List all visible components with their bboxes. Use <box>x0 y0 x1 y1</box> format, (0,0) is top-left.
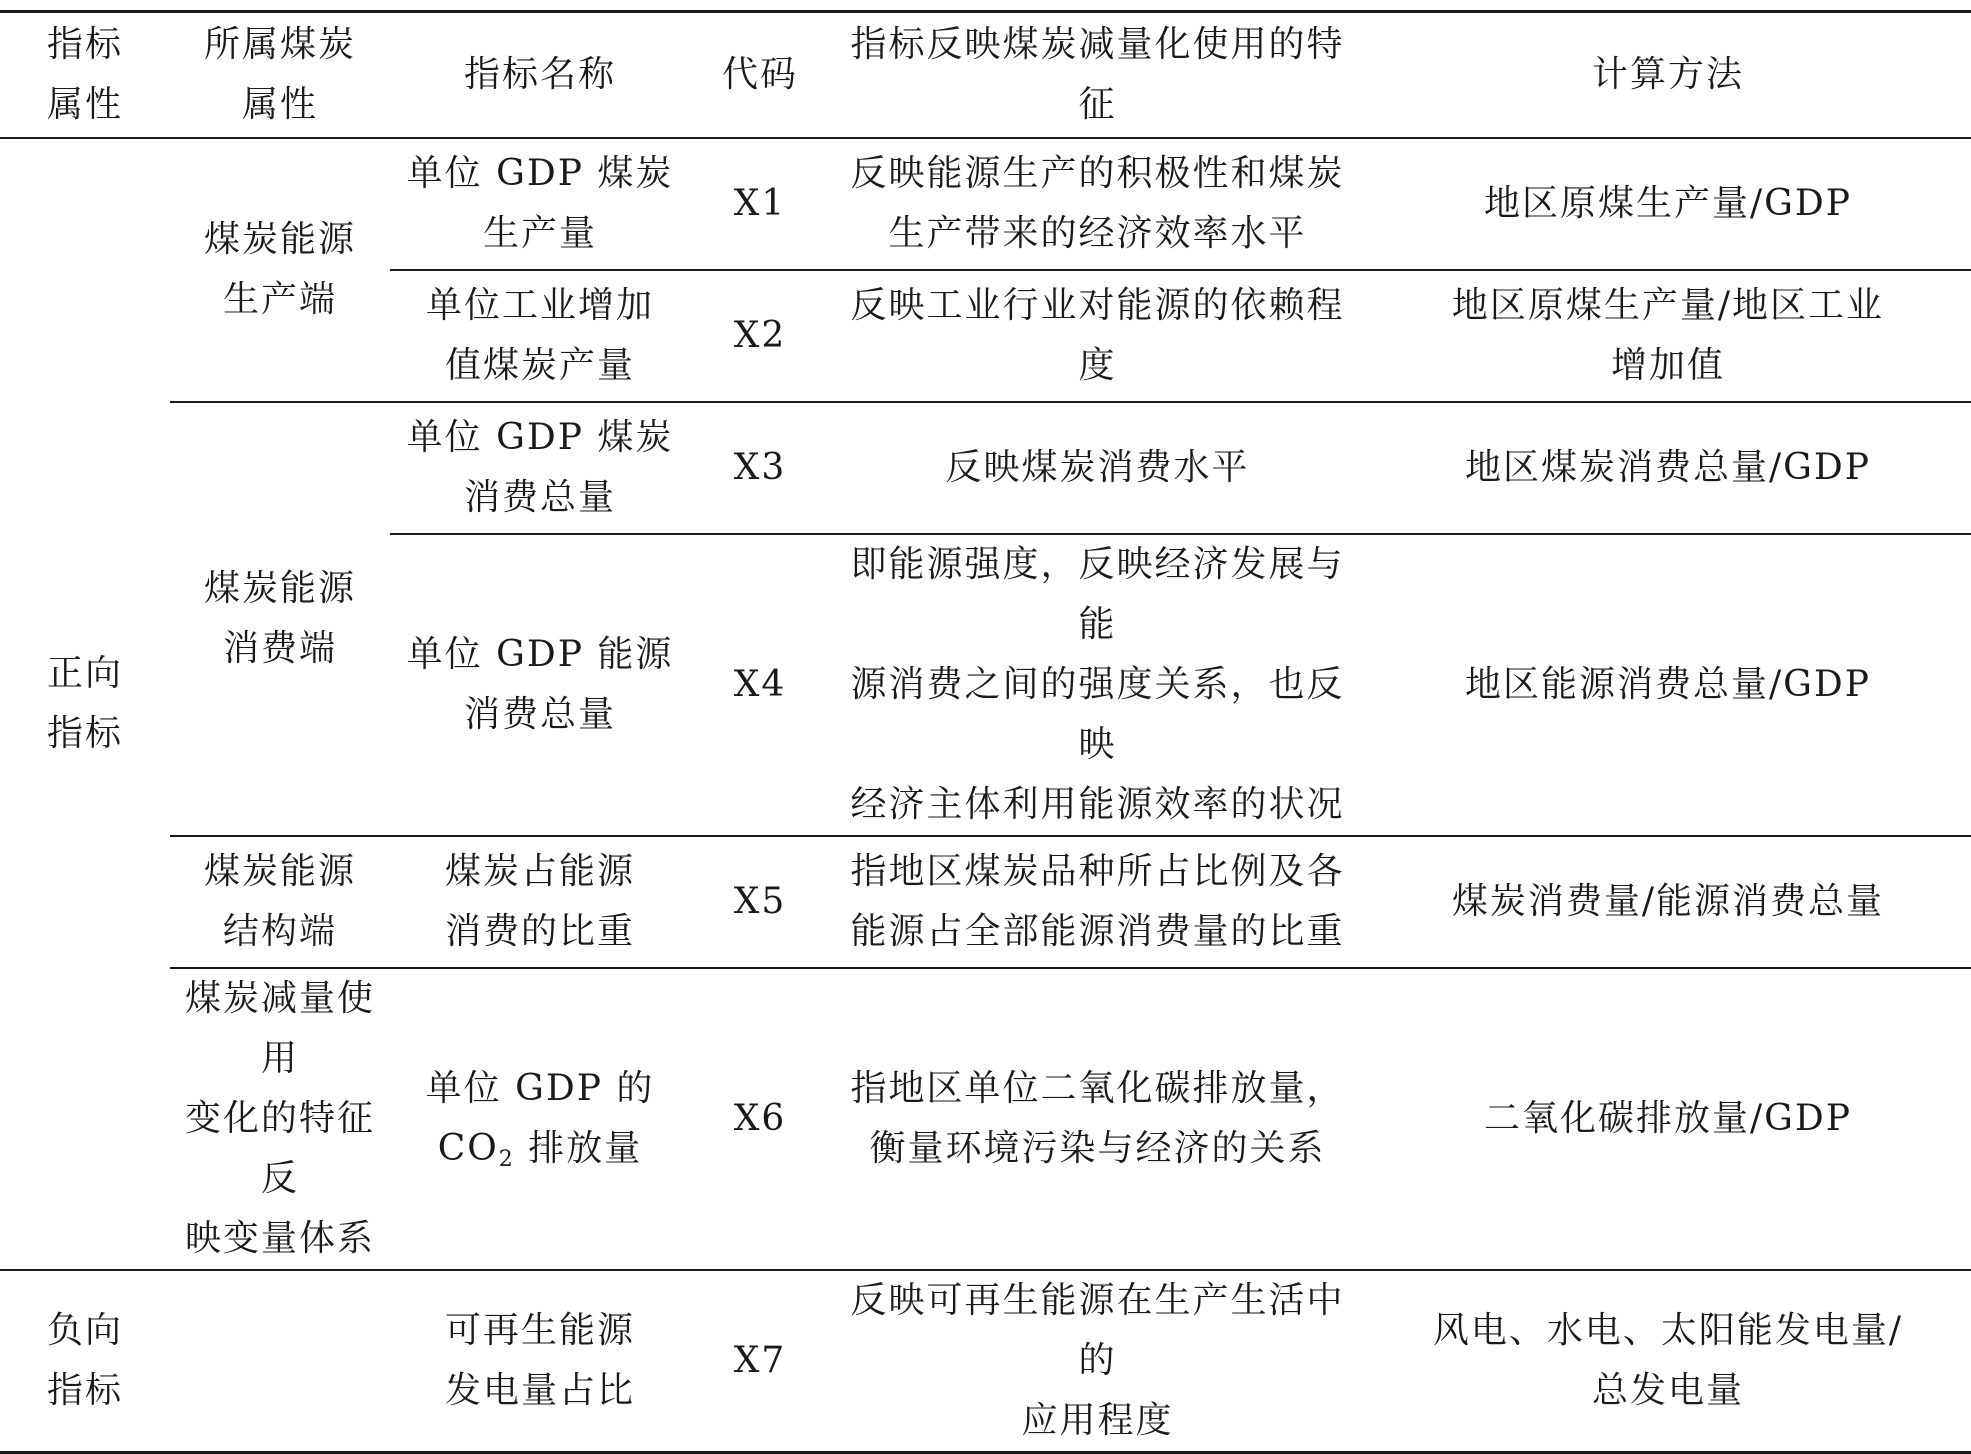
indicator-method: 煤炭消费量/能源消费总量 <box>1365 836 1971 968</box>
indicator-code: X1 <box>690 138 830 270</box>
indicator-method: 地区原煤生产量/地区工业 增加值 <box>1365 270 1971 402</box>
indicator-code: X5 <box>690 836 830 968</box>
indicator-method: 地区煤炭消费总量/GDP <box>1365 402 1971 534</box>
table-row <box>0 1270 1971 1453</box>
indicator-name: 单位 GDP 能源 消费总量 <box>390 534 690 836</box>
indicator-feature: 反映能源生产的积极性和煤炭 生产带来的经济效率水平 <box>830 138 1365 270</box>
group-consumption-end: 煤炭能源 消费端 <box>170 402 390 836</box>
indicator-method: 风电、水电、太阳能发电量/ 总发电量 <box>1365 1270 1971 1453</box>
indicator-code: X2 <box>690 270 830 402</box>
header-code: 代码 <box>690 12 830 139</box>
header-calculation-method: 计算方法 <box>1365 12 1971 139</box>
indicator-code: X4 <box>690 534 830 836</box>
indicator-method: 地区原煤生产量/GDP <box>1365 138 1971 270</box>
group-negative-indicator: 负向 指标 <box>0 1270 170 1453</box>
indicator-table-container <box>0 10 1971 1454</box>
indicator-feature: 指地区煤炭品种所占比例及各 能源占全部能源消费量的比重 <box>830 836 1365 968</box>
indicator-method: 二氧化碳排放量/GDP <box>1484 1098 1852 1139</box>
header-indicator-attribute: 指标 属性 <box>0 12 170 139</box>
table-header-row <box>0 12 1971 139</box>
empty-coal-attribute <box>170 1270 390 1453</box>
indicator-code: X3 <box>690 402 830 534</box>
indicator-table <box>0 10 1971 1454</box>
indicator-name <box>390 968 690 1270</box>
header-indicator-name: 指标名称 <box>390 12 690 139</box>
indicator-method: 地区能源消费总量/GDP <box>1365 534 1971 836</box>
table-row <box>0 402 1971 534</box>
indicator-feature: 反映可再生能源在生产生活中的 应用程度 <box>830 1270 1365 1453</box>
group-reduction-variable-system: 煤炭减量使用 变化的特征反 映变量体系 <box>184 978 375 1259</box>
indicator-feature: 指地区单位二氧化碳排放量， 衡量环境污染与经济的关系 <box>850 1068 1345 1169</box>
header-coal-attribute: 所属煤炭 属性 <box>170 12 390 139</box>
indicator-feature: 反映工业行业对能源的依赖程度 <box>830 270 1365 402</box>
indicator-name: 煤炭占能源 消费的比重 <box>390 836 690 968</box>
header-feature: 指标反映煤炭减量化使用的特征 <box>830 12 1365 139</box>
table-row <box>0 836 1971 968</box>
indicator-name: 单位工业增加 值煤炭产量 <box>390 270 690 402</box>
group-structure-end: 煤炭能源 结构端 <box>170 836 390 968</box>
indicator-code: X7 <box>690 1270 830 1453</box>
indicator-code: X6 <box>733 1098 787 1139</box>
indicator-feature: 反映煤炭消费水平 <box>830 402 1365 534</box>
indicator-feature: 即能源强度，反映经济发展与能 源消费之间的强度关系，也反映 经济主体利用能源效率的状况 <box>830 534 1365 836</box>
indicator-name: 单位 GDP 煤炭 生产量 <box>390 138 690 270</box>
indicator-name: 可再生能源 发电量占比 <box>390 1270 690 1453</box>
table-row <box>0 138 1971 270</box>
table-row <box>0 968 1971 1270</box>
indicator-name-line1: 单位 GDP 的 <box>425 1068 655 1109</box>
co2-label: $CO_2$ 排放量 <box>437 1128 643 1172</box>
group-positive-indicator: 正向 指标 <box>46 653 123 754</box>
group-production-end: 煤炭能源 生产端 <box>170 138 390 402</box>
indicator-name: 单位 GDP 煤炭 消费总量 <box>390 402 690 534</box>
